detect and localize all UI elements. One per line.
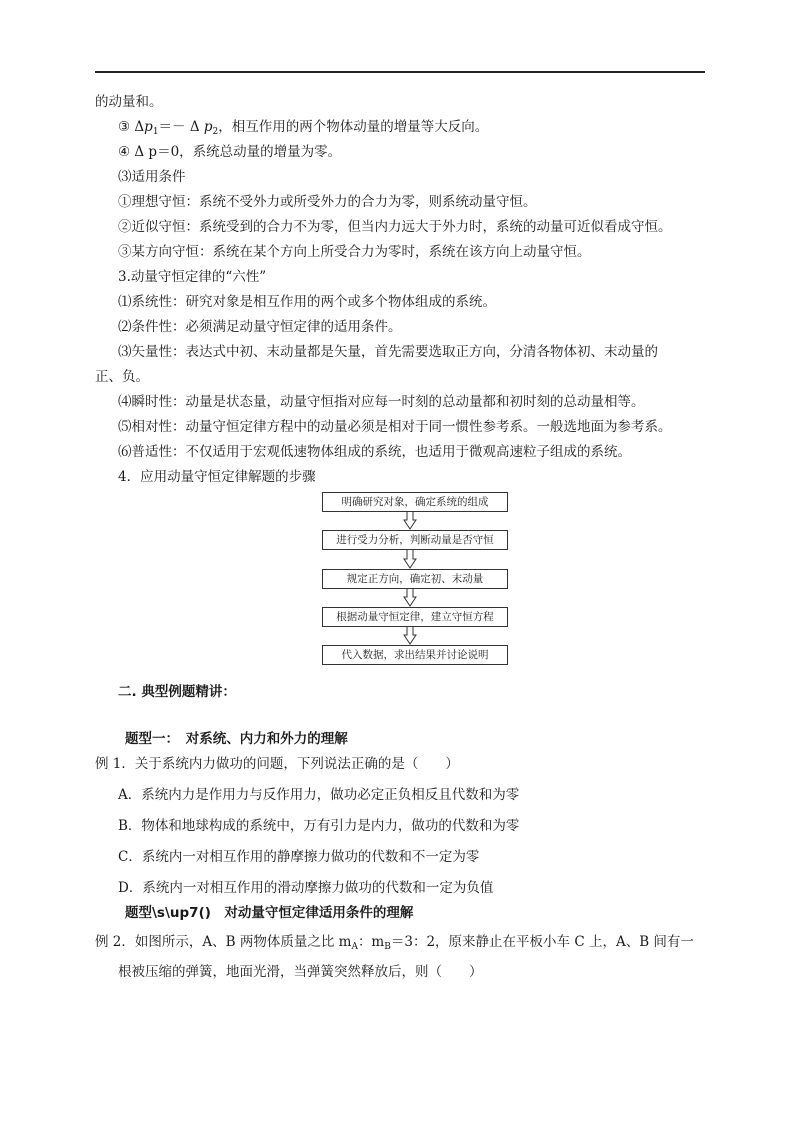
down-arrow-icon: [403, 550, 417, 569]
formula-sub: 1: [152, 127, 159, 137]
choice-option: B．物体和地球构成的系统中，万有引力是内力，做功的代数和为零: [118, 818, 520, 834]
formula-sub: 2: [212, 127, 219, 137]
text-span: 例 2．如图所示，A、B 两物体质量之比 m: [95, 934, 352, 950]
formula-sub: B: [384, 942, 391, 952]
choice-option: D．系统内一对相互作用的滑动摩擦力做功的代数和一定为负值: [118, 880, 494, 896]
question-stem: [95, 933, 694, 951]
question-stem-continued: 根被压缩的弹簧，地面光滑，当弹簧突然释放后，则（ ）: [118, 964, 483, 980]
text-line: 3.动量守恒定律的“六性”: [118, 269, 267, 285]
text-line: ⑴系统性：研究对象是相互作用的两个或多个物体组成的系统。: [118, 294, 496, 310]
down-arrow-icon: [403, 512, 417, 530]
header-rule: [95, 71, 705, 73]
text-span: ，相互作用的两个物体动量的增量等大反向。: [218, 119, 489, 135]
text-line: ⑶矢量性：表达式中初、末动量都是矢量，首先需要选取正方向，分清各物体初、末动量的: [118, 344, 658, 360]
question-stem: 例 1．关于系统内力做功的问题，下列说法正确的是（ ）: [95, 756, 459, 772]
text-line: ⑹普适性：不仅适用于宏观低速物体组成的系统，也适用于微观高速粒子组成的系统。: [118, 444, 631, 460]
flowchart-step: 规定正方向，确定初、末动量: [322, 569, 508, 589]
formula-var: p: [203, 119, 213, 135]
choice-option: A．系统内力是作用力与反作用力，做功必定正负相反且代数和为零: [118, 787, 520, 803]
text-line: ⑶适用条件: [118, 169, 186, 185]
text-line: 正、负。: [95, 369, 149, 385]
text-line: ⑷瞬时性：动量是状态量，动量守恒指对应每一时刻的总动量都和初时刻的总动量相等。: [118, 394, 645, 410]
text-line: ⑵条件性：必须满足动量守恒定律的适用条件。: [118, 319, 402, 335]
formula-var: p: [144, 119, 153, 135]
down-arrow-icon: [403, 589, 417, 607]
flowchart-step: 根据动量守恒定律，建立守恒方程: [322, 607, 508, 627]
section-title: 二. 典型例题精讲：: [118, 684, 236, 700]
text-span: ＝3：2，原来静止在平板小车 C 上，A、B 间有一: [390, 934, 694, 950]
down-arrow-icon: [403, 627, 417, 645]
text-line: [118, 118, 488, 136]
formula-sub: A: [351, 942, 358, 952]
flowchart-step: 明确研究对象，确定系统的组成: [322, 492, 508, 512]
choice-option: C．系统内一对相互作用的静摩擦力做功的代数和不一定为零: [118, 849, 480, 865]
text-line: 的动量和。: [95, 94, 163, 110]
text-line: ①理想守恒：系统不受外力或所受外力的合力为零，则系统动量守恒。: [118, 194, 537, 210]
question-type-heading: 题型\s\up7() 对动量守恒定律适用条件的理解: [125, 905, 414, 921]
text-line: 4．应用动量守恒定律解题的步骤: [118, 469, 316, 485]
text-line: ④ Δ p＝0，系统总动量的增量为零。: [118, 144, 342, 160]
question-type-heading: 题型一： 对系统、内力和外力的理解: [125, 731, 348, 747]
text-span: ③ Δ: [118, 119, 145, 135]
flowchart-step: 进行受力分析，判断动量是否守恒: [322, 530, 508, 550]
text-line: ③某方向守恒：系统在某个方向上所受合力为零时，系统在该方向上动量守恒。: [118, 244, 591, 260]
flowchart-step: 代入数据，求出结果并讨论说明: [322, 645, 508, 665]
text-span: ＝－ Δ: [158, 119, 204, 135]
text-span: ：m: [357, 934, 385, 950]
text-line: ②近似守恒：系统受到的合力不为零，但当内力远大于外力时，系统的动量可近似看成守恒。: [118, 219, 672, 235]
text-line: ⑸相对性：动量守恒定律方程中的动量必须是相对于同一惯性参考系。一般选地面为参考系。: [118, 419, 672, 435]
